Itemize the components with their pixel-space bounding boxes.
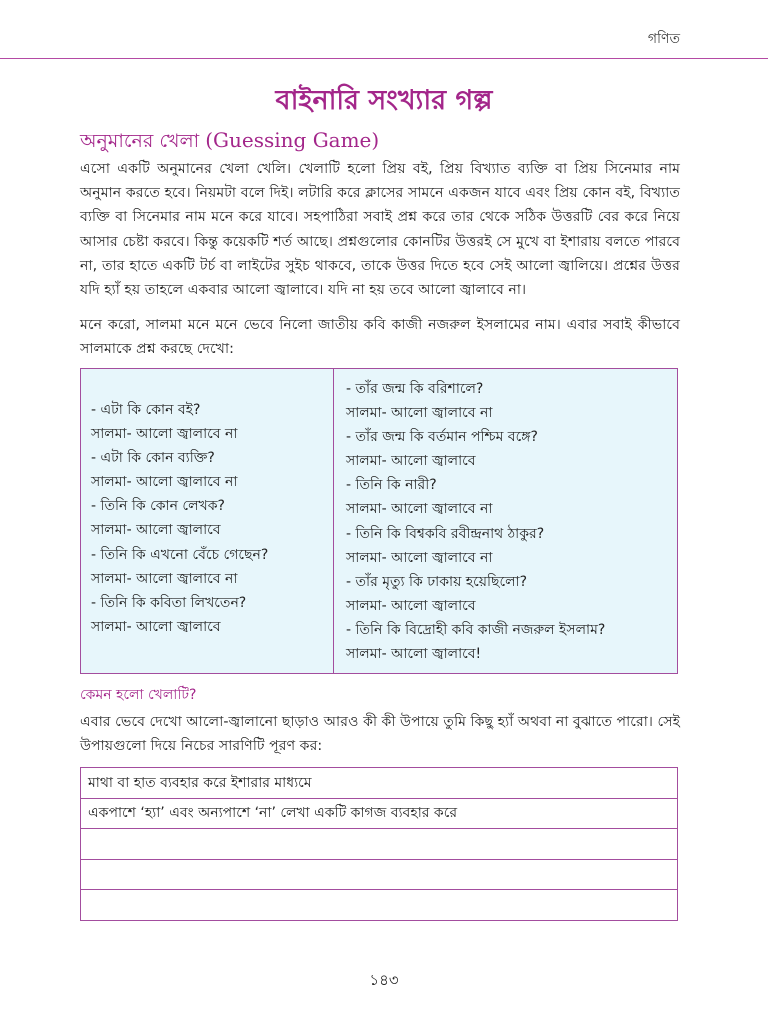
prompt-paragraph: এবার ভেবে দেখো আলো-জ্বালানো ছাড়াও আরও কী কী উপায়ে তুমি কিছু হ্যাঁ অথবা না বুঝাতে পারো। সেই উপায়গুলো দিয়ে নিচের সারণিটি পূরণ কর: — [80, 714, 680, 755]
dialog-line: - তিনি কি কবিতা লিখতেন? — [91, 594, 247, 611]
section-heading-en: (Guessing Game) — [205, 128, 380, 152]
dialog-line: সালমা- আলো জ্বালাবে না — [346, 405, 493, 422]
dialog-line: সালমা- আলো জ্বালাবে না — [346, 501, 493, 518]
dialog-line: সালমা- আলো জ্বালাবে না — [91, 426, 238, 443]
dialog-line: সালমা- আলো জ্বালাবে — [91, 522, 221, 539]
table-cell[interactable]: মাথা বা হাত ব্যবহার করে ইশারার মাধ্যমে — [81, 768, 678, 799]
intro-paragraph: এসো একটি অনুমানের খেলা খেলি। খেলাটি হলো প্রিয় বই, প্রিয় বিখ্যাত ব্যক্তি বা প্রিয় সিনেমার নাম অনুমান করতে হবে। নিয়মটা বলে দিই। লটারি করে ক্লাসের সামনে একজন যাবে এবং প্রিয় কোন বই, বিখ্যাত ব্যক্তি বা সিনেমার নাম মনে করে যাবে। সহপাঠিরা সবাই প্রশ্ন করে তার থেকে সঠিক উত্তরটি বের করে নিয়ে আসার চেষ্টা করবে। কিন্তু কয়েকটি শর্ত আছে। প্রশ্নগুলোর কোনটির উত্তরই সে মুখে বা ইশারায় বলতে পারবে না, তার হাতে একটি টর্চ বা লাইটের সুইচ থাকবে, তাকে উত্তর দিতে হবে সেই আলো জ্বালিয়ে। প্রশ্নের উত্তর যদি হ্যাঁ হয় তাহলে একবার আলো জ্বালাবে। যদি না হয় তবে আলো জ্বালাবে না। — [80, 161, 680, 299]
table-row — [81, 798, 678, 829]
dialog-line: - তিনি কি এখনো বেঁচে গেছেন? — [91, 546, 269, 563]
dialog-line: সালমা- আলো জ্বালাবে — [346, 453, 476, 470]
dialog-column-right — [334, 369, 677, 673]
dialog-line: সালমা- আলো জ্বালাবে — [346, 597, 476, 614]
subject-label: গণিত — [647, 31, 680, 47]
dialog-line: - তিনি কি নারী? — [346, 477, 437, 494]
page-number: ১৪৩ — [369, 971, 399, 989]
table-cell[interactable] — [81, 890, 678, 921]
sub-heading: কেমন হলো খেলাটি? — [80, 687, 197, 703]
table-row — [81, 768, 678, 799]
dialog-line: সালমা- আলো জ্বালাবে না — [91, 570, 238, 587]
header-divider — [0, 58, 768, 59]
dialog-line: - তিনি কি বিশ্বকবি রবীন্দ্রনাথ ঠাকুর? — [346, 525, 545, 542]
dialog-line: - তাঁর জন্ম কি বরিশালে? — [346, 381, 484, 397]
dialog-column-left — [81, 369, 334, 673]
section-heading-bn: অনুমানের খেলা — [80, 130, 200, 152]
example-paragraph: মনে করো, সালমা মনে মনে ভেবে নিলো জাতীয় কবি কাজী নজরুল ইসলামের নাম। এবার সবাই কীভাবে সালমাকে প্রশ্ন করছে দেখো: — [80, 317, 680, 358]
table-cell[interactable] — [81, 859, 678, 890]
page-title: বাইনারি সংখ্যার গল্প — [275, 85, 493, 116]
table-row — [81, 859, 678, 890]
table-cell[interactable]: একপাশে ‘হ্যা’ এবং অন্যপাশে ‘না’ লেখা একটি কাগজ ব্যবহার করে — [81, 798, 678, 829]
fill-in-table — [80, 767, 678, 921]
table-cell[interactable] — [81, 829, 678, 860]
dialog-line: - এটা কি কোন বই? — [91, 402, 201, 418]
dialog-line: - তাঁর জন্ম কি বর্তমান পশ্চিম বঙ্গে? — [346, 429, 538, 446]
table-row — [81, 890, 678, 921]
table-row — [81, 829, 678, 860]
dialog-line: - তিনি কি বিদ্রোহী কবি কাজী নজরুল ইসলাম? — [346, 621, 606, 638]
dialog-line: সালমা- আলো জ্বালাবে! — [346, 646, 482, 663]
dialog-line: সালমা- আলো জ্বালাবে না — [346, 549, 493, 566]
dialog-line: - এটা কি কোন ব্যক্তি? — [91, 450, 215, 467]
section-heading — [80, 127, 379, 159]
dialog-line: সালমা- আলো জ্বালাবে — [91, 618, 221, 635]
dialog-line: - তাঁর মৃত্যু কি ঢাকায় হয়েছিলো? — [346, 573, 528, 590]
dialog-box — [80, 368, 678, 674]
dialog-line: সালমা- আলো জ্বালাবে না — [91, 474, 238, 491]
dialog-line: - তিনি কি কোন লেখক? — [91, 498, 225, 515]
